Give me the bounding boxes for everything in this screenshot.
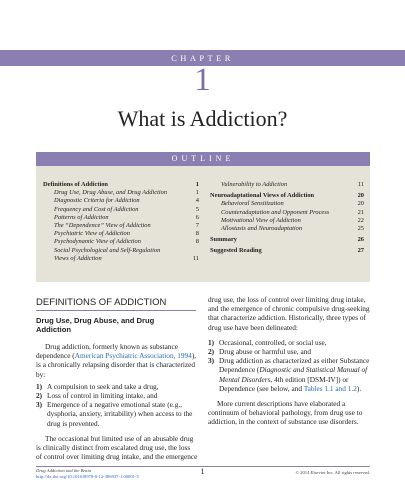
outline-entry-text: Behavioral Sensitization	[221, 200, 284, 208]
list-item-text: , 4th edition [DSM-IV]) or Dependence (see below, and	[219, 374, 349, 393]
chapter-number: 1	[194, 62, 211, 98]
paragraph: More current descriptions have elaborated a continuum of behavioral pathology, from drug use to addiction, in the context of substance use disorders.	[208, 399, 363, 427]
paragraph-text: ), is a chronically relapsing disorder that is characterized by:	[36, 351, 197, 379]
outline-entry[interactable]	[43, 206, 199, 214]
list-number: 1)	[208, 337, 215, 347]
outline-entry-text: Drug Use, Drug Abuse, and Drug Addiction	[54, 189, 168, 197]
list-item-text: A compulsion to seek and take a drug,	[47, 381, 159, 391]
outline-entry[interactable]	[43, 222, 199, 230]
section-rule	[36, 310, 196, 311]
outline-entry-page: 7	[195, 222, 199, 230]
outline-entry[interactable]	[210, 247, 364, 255]
outline-entry[interactable]	[210, 225, 364, 233]
outline-entry-text: Vulnerability to Addiction	[221, 181, 288, 188]
list-item	[208, 347, 370, 356]
list-item-italic: Diagnostic and Statistical Manual of Mental Disorders	[219, 365, 368, 384]
outline-entry[interactable]	[210, 200, 364, 208]
outline-right-column	[210, 181, 364, 256]
paragraph	[36, 342, 198, 379]
outline-entry-page: 22	[357, 216, 364, 224]
outline-entry-page: 6	[195, 213, 199, 221]
outline-entry-text: Patterns of Addiction	[54, 213, 109, 221]
outline-entry-text: Motivational View of Addiction	[221, 216, 301, 224]
paragraph-text: The occasional but limited use of an abusable drug is clinically distinct from escalated drug use, the loss of control over limiting drug intake, and the emergence	[36, 433, 198, 462]
list-item-text: ).	[356, 383, 362, 393]
outline-entry-page: 20	[357, 200, 364, 208]
list-item	[36, 382, 198, 391]
footer-doi-link[interactable]: http://dx.doi.org/10.1016/B978-0-12-386937-1.00001-5	[36, 474, 139, 479]
list-item-text: Drug addiction as characterized as either Substance Dependence (	[219, 356, 370, 375]
citation-link[interactable]: American Psychiatric Association, 1994	[74, 351, 192, 361]
footer-book-title: Drug Addiction and the Brain	[36, 468, 92, 473]
list-number: 3)	[208, 356, 215, 366]
outline-entry-page: 5	[195, 205, 199, 213]
outline-entry[interactable]	[43, 230, 199, 238]
outline-entry-page: 8	[195, 238, 199, 246]
outline-entry[interactable]	[43, 247, 199, 263]
list-item-text: Drug abuse or harmful use, and	[219, 347, 311, 357]
outline-entry-text: Psychodynamic View of Addiction	[54, 238, 141, 246]
list-item-text: Loss of control in limiting intake, and	[47, 391, 158, 401]
outline-entry[interactable]	[210, 217, 364, 225]
outline-entry-text: Suggested Reading	[210, 247, 262, 255]
paragraph-continuation: drug use, the loss of control over limiting drug intake, and the emergence of chronic compulsive drug-seeking that characterize addiction. Historically, three types of drug use have been delineated:	[208, 295, 370, 332]
outline-entry[interactable]	[43, 181, 199, 189]
footer-source	[36, 468, 206, 480]
outline-entry-page: 11	[357, 181, 364, 188]
paragraph-text: Drug addiction, formerly known as substance dependence (	[36, 342, 178, 361]
outline-entry-text: Psychiatric View of Addiction	[54, 230, 130, 238]
list-item	[208, 338, 370, 347]
section-title: DEFINITIONS OF ADDICTION	[36, 297, 167, 308]
criteria-list	[36, 382, 198, 428]
outline-entry-text: Counteradaptation and Opponent Process	[221, 208, 330, 216]
outline-entry-text: Definitions of Addiction	[43, 181, 108, 188]
outline-entry-page: 21	[357, 208, 364, 216]
drug-use-types-list	[208, 338, 370, 393]
outline-entry-page: 1	[195, 189, 199, 197]
outline-entry-page: 1	[195, 181, 199, 188]
outline-entry[interactable]	[43, 238, 199, 246]
list-number: 2)	[208, 347, 215, 357]
outline-entry-page: 27	[357, 247, 364, 255]
outline-entry-text: Social Psychological and Self-Regulation Views of Addiction	[54, 246, 161, 262]
outline-left-column	[43, 181, 199, 263]
tables-link[interactable]: Tables 1.1 and 1.2	[303, 383, 357, 393]
outline-entry-text: Summary	[210, 236, 237, 244]
chapter-title: What is Addiction?	[117, 106, 288, 131]
list-item	[208, 356, 370, 393]
chapter-label: CHAPTER	[171, 53, 234, 63]
list-item-text: Emergence of a negative emotional state (e.g., dysphoria, anxiety, irritability) when access to the drug is prevented.	[47, 400, 193, 428]
body-right-column	[208, 295, 370, 427]
outline-entry-text: Frequency and Cost of Addiction	[54, 205, 139, 213]
paragraph-continued	[36, 434, 198, 462]
subsection-title-line: Addiction	[36, 325, 72, 335]
footer-copyright: © 2014 Elsevier Inc. All rights reserved.	[295, 470, 370, 475]
outline-entry[interactable]	[210, 236, 364, 244]
list-item	[36, 391, 198, 400]
body-left-column	[36, 342, 198, 461]
outline-label: OUTLINE	[171, 154, 235, 163]
outline-entry[interactable]	[43, 214, 199, 222]
outline-entry-text: The “Dependence” View of Addiction	[54, 222, 151, 230]
subsection-title	[36, 316, 196, 334]
outline-entry-page: 25	[357, 225, 364, 233]
outline-entry-text: Diagnostic Criteria for Addiction	[54, 197, 140, 205]
outline-entry[interactable]	[210, 181, 364, 189]
outline-entry-text: Neuroadaptational Views of Addiction	[210, 192, 315, 200]
list-item-text: Occasional, controlled, or social use,	[219, 337, 327, 347]
outline-entry[interactable]	[43, 189, 199, 197]
list-item	[36, 400, 198, 428]
outline-entry-page: 4	[195, 197, 199, 205]
list-number: 1)	[36, 381, 43, 391]
outline-entry-page: 20	[357, 192, 364, 200]
outline-entry-page: 26	[357, 236, 364, 244]
list-number: 3)	[36, 400, 43, 410]
subsection-title-line: Drug Use, Drug Abuse, and Drug	[36, 316, 155, 325]
outline-entry[interactable]	[210, 192, 364, 200]
outline-entry-page: 11	[192, 254, 199, 262]
list-number: 2)	[36, 391, 43, 401]
outline-entry-page: 8	[195, 230, 199, 238]
outline-entry[interactable]	[210, 209, 364, 217]
outline-entry[interactable]	[43, 197, 199, 205]
page-number: 1	[200, 467, 205, 476]
outline-entry-text: Allostasis and Neuroadaptation	[221, 225, 303, 233]
